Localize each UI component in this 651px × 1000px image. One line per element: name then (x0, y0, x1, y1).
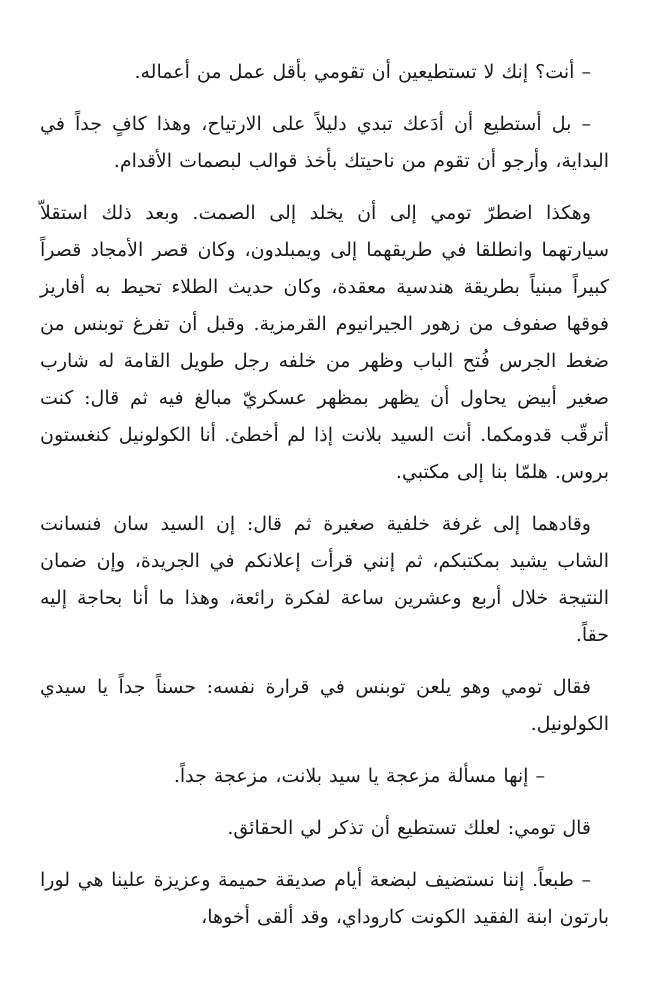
paragraph-8: – طبعاً. إننا نستضيف لبضعة أيام صديقة حميمة وعزيزة علينا هي لورا بارتون ابنة الفقيد الكونت كاروداي، وقد ألقى أخوها، (40, 869, 609, 928)
paragraph-3: وهكذا اضطرّ تومي إلى أن يخلد إلى الصمت. وبعد ذلك استقلاّ سيارتهما وانطلقا في طريقهما إلى ويمبلدون، وكان قصر الأمجاد قصراً كبيراً مبنياً بطريقة هندسية معقدة، وكان حديث الطلاء تحيط به أفاريز فوقها صفوف من زهور الجيرانيوم القرمزية. وقبل أن تفرغ توبنس من ضغط الجرس فُتح الباب وظهر من خلفه رجل طويل القامة له شارب صغير أبيض يحاول أن يظهر بمظهر عسكريّ مبالغ فيه ثم قال: كنت أترقّب قدومكما. أنت السيد بلانت إذا لم أخطئ. أنا الكولونيل كنغستون بروس. هلمّا بنا إلى مكتبي. (40, 202, 609, 483)
paragraph-1: – أنت؟ إنك لا تستطيعين أن تقومي بأقل عمل من أعماله. (134, 61, 591, 83)
paragraph-7: قال تومي: لعلك تستطيع أن تذكر لي الحقائق. (227, 817, 591, 839)
paragraph-6: – إنها مسألة مزعجة يا سيد بلانت، مزعجة جداً. (173, 765, 545, 787)
paragraph-4: وقادهما إلى غرفة خلفية صغيرة ثم قال: إن السيد سان فنسانت الشاب يشيد بمكتبكم، ثم إنني قرأت إعلانكم في الجريدة، وإن ضمان النتيجة خلال أربع وعشرين ساعة لفكرة رائعة، وهذا ما أنا بحاجة إليه حقاً. (40, 513, 609, 646)
paragraph-2: – بل أستطيع أن أدَعك تبدي دليلاً على الارتياح، وهذا كافٍ جداً في البداية، وأرجو أن تقوم من ناحيتك بأخذ قوالب لبصمات الأقدام. (40, 113, 609, 172)
paragraph-5: فقال تومي وهو يلعن توبنس في قرارة نفسه: حسناً جداً يا سيدي الكولونيل. (40, 676, 609, 735)
